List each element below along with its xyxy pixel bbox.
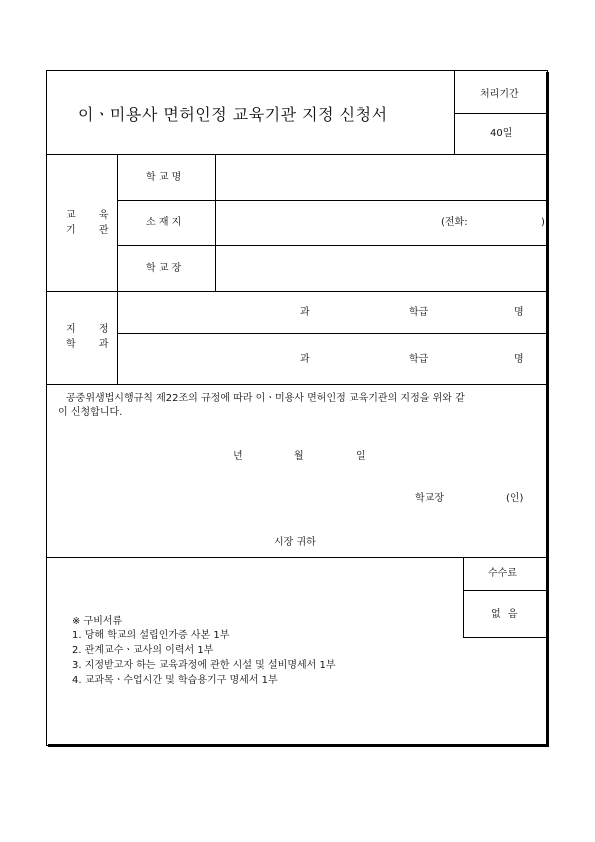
frame-shadow-bottom bbox=[48, 744, 549, 747]
processing-period-label: 처리기간 bbox=[480, 89, 519, 100]
application-statement-line-1: 공중위생법시행규칙 제22조의 규정에 따라 이ㆍ미용사 면허인정 교육기관의 지정을 위와 같 bbox=[66, 393, 465, 404]
attachment-item: 2. 관계교수ㆍ교사의 이력서 1부 bbox=[72, 645, 214, 656]
dept-group-label-2: 학 과 bbox=[66, 339, 119, 350]
institution-row-line-2 bbox=[117, 245, 546, 246]
school-name-label: 학 교 명 bbox=[146, 172, 182, 183]
dept-group-label-1: 지 정 bbox=[66, 324, 119, 335]
institution-label-divider bbox=[215, 154, 216, 291]
principal-field[interactable] bbox=[218, 250, 540, 286]
person-unit-label: 명 bbox=[514, 354, 524, 365]
application-bottom-line bbox=[46, 557, 546, 558]
form-title: 이ㆍ미용사 면허인정 교육기관 지정 신청서 bbox=[78, 105, 388, 124]
class-unit-label: 학급 bbox=[409, 354, 429, 365]
attachments-heading: ※ 구비서류 bbox=[72, 616, 123, 627]
processing-period-value: 40일 bbox=[490, 128, 513, 139]
processing-divider bbox=[454, 113, 546, 114]
seal-label: (인) bbox=[506, 493, 524, 504]
date-year-label: 년 bbox=[233, 451, 243, 462]
fee-label: 수수료 bbox=[488, 568, 517, 579]
attachment-item: 3. 지정받고자 하는 교육과정에 관한 시설 및 설비명세서 1부 bbox=[72, 660, 336, 671]
institution-row-line-1 bbox=[117, 200, 546, 201]
frame-shadow-right bbox=[546, 72, 549, 746]
institution-group-label-2: 기 관 bbox=[66, 225, 119, 236]
header-divider bbox=[454, 70, 455, 154]
fee-divider-middle bbox=[463, 590, 546, 591]
dept-unit-label: 과 bbox=[300, 354, 310, 365]
institution-bottom-line bbox=[46, 291, 546, 292]
fee-divider-bottom bbox=[463, 637, 546, 638]
phone-label: (전화: bbox=[441, 217, 468, 228]
header-bottom-line bbox=[46, 154, 546, 155]
person-unit-label: 명 bbox=[514, 307, 524, 318]
addressee-label: 시장 귀하 bbox=[274, 537, 316, 548]
institution-group-label-1: 교 육 bbox=[66, 210, 119, 221]
dept-unit-label: 과 bbox=[300, 307, 310, 318]
principal-sign-label: 학교장 bbox=[415, 493, 444, 504]
class-unit-label: 학급 bbox=[409, 307, 429, 318]
fee-value: 없 음 bbox=[491, 609, 520, 620]
date-month-label: 월 bbox=[294, 451, 304, 462]
principal-label: 학 교 장 bbox=[146, 263, 182, 274]
attachment-item: 1. 당해 학교의 설립인가증 사본 1부 bbox=[72, 630, 230, 641]
school-name-field[interactable] bbox=[218, 160, 540, 196]
dept-bottom-line bbox=[46, 384, 546, 385]
phone-close-paren: ) bbox=[541, 217, 545, 228]
phone-field[interactable] bbox=[478, 210, 538, 236]
location-label: 소 재 지 bbox=[146, 217, 182, 228]
attachment-item: 4. 교과목ㆍ수업시간 및 학습용기구 명세서 1부 bbox=[72, 675, 278, 686]
application-statement-line-2: 이 신청합니다. bbox=[58, 407, 123, 418]
fee-divider-left bbox=[463, 557, 464, 637]
location-field[interactable] bbox=[218, 205, 418, 241]
date-day-label: 일 bbox=[356, 451, 366, 462]
dept-row-line bbox=[117, 333, 546, 334]
